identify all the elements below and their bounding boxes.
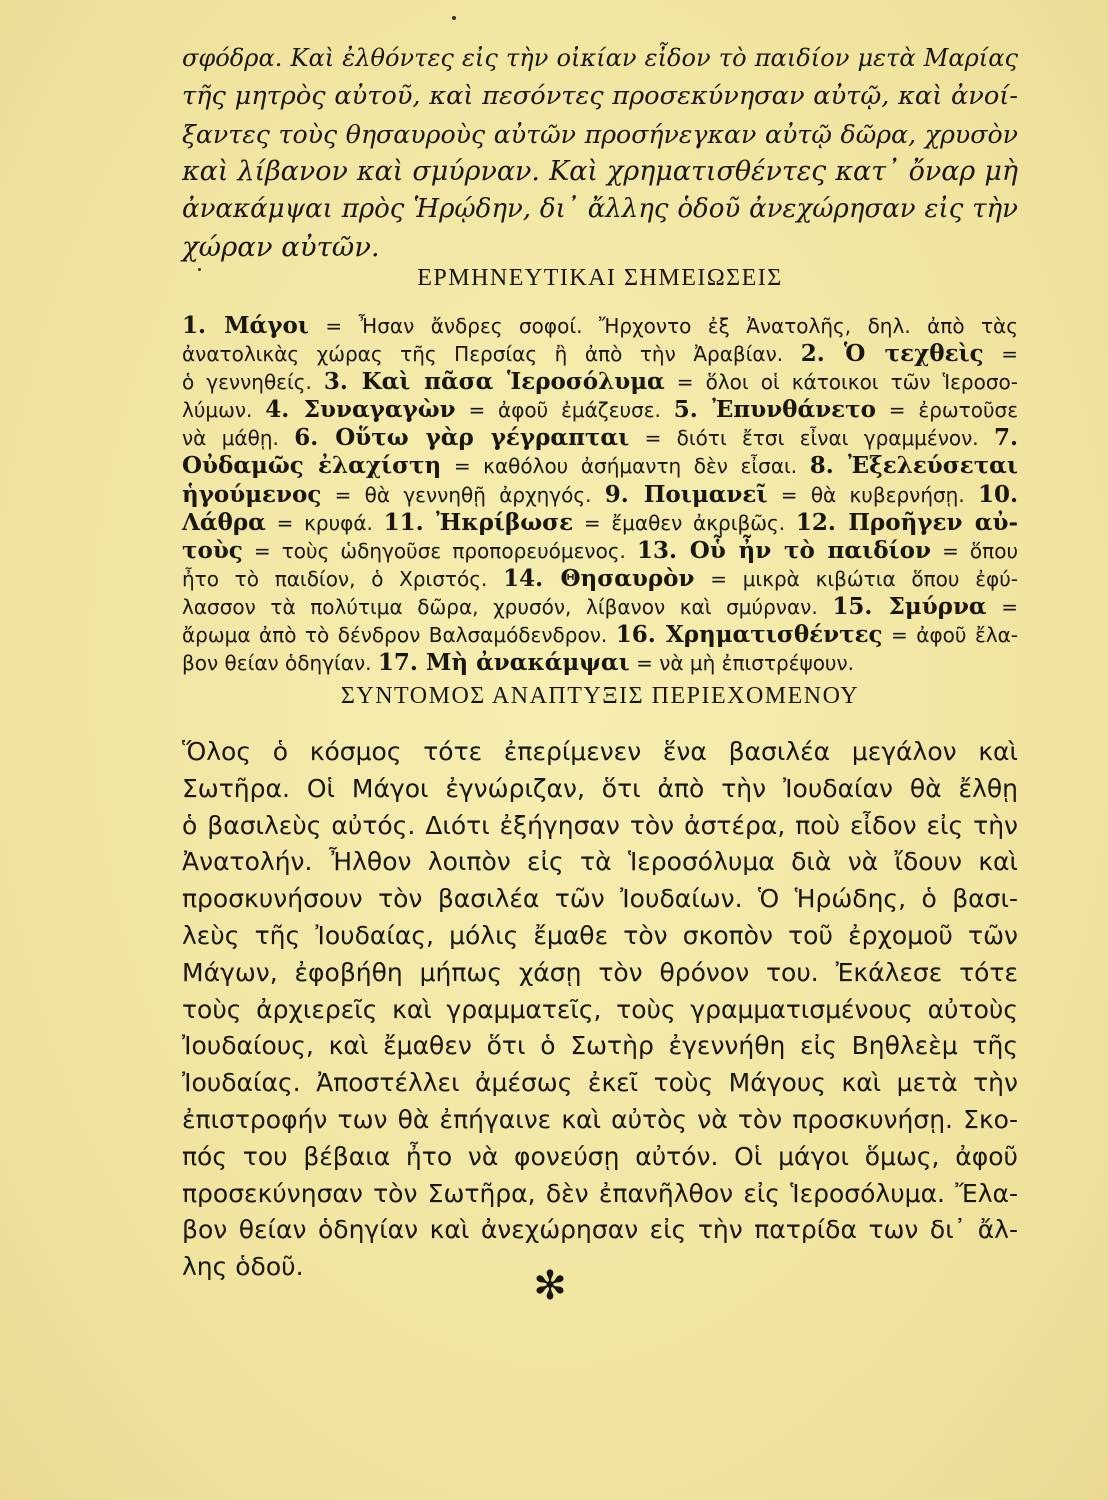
scripture-line: ἀνακάμψαι πρὸς Ἡρῴδην, δι᾿ ἄλλης ὁδοῦ ἀνεχώρησαν εἰς τὴν — [182, 194, 1018, 225]
note-term: 4. Συναγαγὼν — [265, 396, 456, 424]
summary-line: λης ὁδοῦ. — [182, 1252, 304, 1282]
note-line — [182, 424, 1018, 452]
note-gloss: = ἀφοῦ ἔλα- — [882, 623, 1019, 648]
note-line — [182, 312, 1018, 340]
note-term: Λάθρα — [182, 508, 266, 536]
notes-paragraph — [182, 312, 1018, 677]
note-line — [182, 649, 1018, 677]
note-term: 17. Μὴ ἀνακάμψαι — [377, 649, 630, 677]
note-gloss: λασσον τὰ πολύτιμα δῶρα, χρυσόν, λίβανον καὶ σμύρναν. — [182, 594, 833, 619]
note-gloss: = νὰ μὴ ἐπιστρέψουν. — [629, 651, 855, 676]
note-term: 7. — [993, 424, 1018, 452]
note-line — [182, 565, 1018, 593]
summary-line: προσεκύνησαν τὸν Σωτῆρα, δὲν ἐπανῆλθον εἰς Ἱεροσόλυμα. Ἔλα- — [182, 1178, 1018, 1208]
summary-heading: ΣΥΝΤΟΜΟΣ ΑΝΑΠΤΥΞΙΣ ΠΕΡΙΕΧΟΜΕΝΟΥ — [340, 683, 860, 709]
scripture-line: χώραν αὐτῶν. — [182, 230, 380, 263]
note-line — [182, 481, 1018, 509]
note-gloss: = Ἦσαν ἄνδρες σοφοί. Ἤρχοντο ἐξ Ἀνατολῆς, δηλ. ἀπὸ τὰς — [308, 314, 1018, 338]
note-line — [182, 621, 1018, 649]
note-term: ἡγούμενος — [182, 480, 322, 508]
ornament-asterisk-icon: ✻ — [533, 1263, 567, 1309]
scripture-line: ξαντες τοὺς θησαυροὺς αὐτῶν προσήνεγκαν αὐτῷ δῶρα, χρυσὸν — [182, 119, 1018, 149]
note-gloss: = ἐρωτοῦσε — [875, 398, 1019, 423]
note-line — [182, 368, 1018, 396]
note-term: 3. Καὶ πᾶσα Ἱεροσόλυμα — [323, 368, 665, 396]
note-gloss: = τοὺς ὡδηγοῦσε προπορευόμενος. — [242, 538, 638, 563]
note-gloss: = — [986, 594, 1019, 619]
note-term: 13. Οὗ ἦν τὸ παιδίον — [637, 536, 931, 564]
notes-heading: ΕΡΜΗΝΕΥΤΙΚΑΙ ΣΗΜΕΙΩΣΕΙΣ — [417, 265, 783, 291]
note-term: 9. Ποιμανεῖ — [604, 480, 768, 508]
summary-line: ὁ βασιλεὺς αὐτός. Διότι ἐξήγησαν τὸν ἀστέρα, ποὺ εἶδον εἰς τὴν — [182, 810, 1018, 840]
note-term: 12. Προῆγεν αὐ- — [795, 508, 1019, 536]
note-gloss: = ὅπου — [930, 538, 1019, 563]
note-term: 11. Ἠκρίβωσε — [383, 508, 574, 536]
note-term: τοὺς — [182, 536, 243, 564]
scripture-line: τῆς μητρὸς αὐτοῦ, καὶ πεσόντες προσεκύνησαν αὐτῷ, καὶ ἀνοί- — [182, 80, 1018, 111]
summary-line: ἐπιστροφήν των θὰ ἐπήγαινε καὶ αὐτὸς νὰ τὸν προσκυνήσῃ. Σκο- — [182, 1104, 1018, 1134]
note-line — [182, 340, 1018, 368]
note-gloss: = διότι ἔτσι εἶναι γραμμένον. — [629, 426, 994, 451]
note-line — [182, 509, 1018, 537]
summary-line: Μάγων, ἐφοβήθη μήπως χάσῃ τὸν θρόνον του. Ἐκάλεσε τότε — [182, 957, 1018, 987]
summary-paragraph — [182, 734, 1018, 1286]
note-term: 10. — [977, 480, 1018, 508]
note-term: 6. Οὕτω γὰρ γέγραπται — [294, 424, 630, 452]
note-line — [182, 593, 1018, 621]
summary-line: πός του βέβαια ἦτο νὰ φονεύσῃ αὐτόν. Οἱ μάγοι ὅμως, ἀφοῦ — [182, 1141, 1018, 1171]
note-gloss: = ἀφοῦ ἐμάζευσε. — [455, 398, 674, 423]
summary-line: Ἰουδαίους, καὶ ἔμαθεν ὅτι ὁ Σωτὴρ ἐγεννήθη εἰς Βηθλεὲμ τῆς — [182, 1031, 1018, 1061]
scripture-line: σφόδρα. Καὶ ἐλθόντες εἰς τὴν οἰκίαν εἶδον τὸ παιδίον μετὰ Μαρίας — [182, 44, 1018, 72]
note-gloss: = κρυφά. — [265, 510, 384, 535]
note-line — [182, 452, 1018, 480]
summary-line: Ὅλος ὁ κόσμος τότε ἐπερίμενεν ἕνα βασιλέα μεγάλον καὶ — [182, 737, 1018, 766]
note-gloss: ἦτο τὸ παιδίον, ὁ Χριστός. — [182, 566, 504, 591]
note-gloss: = ὅλοι οἱ κάτοικοι τῶν Ἱεροσο- — [664, 370, 1018, 395]
note-line — [182, 396, 1018, 424]
note-gloss: ἀνατολικὰς χώρας τῆς Περσίας ἢ ἀπὸ τὴν Ἀραβίαν. — [182, 342, 801, 367]
note-gloss: ἄρωμα ἀπὸ τὸ δένδρον Βαλσαμόδενδρον. — [182, 623, 616, 648]
note-gloss: = θὰ κυβερνήσῃ. — [767, 482, 978, 507]
note-term: 1. Μάγοι — [182, 312, 309, 339]
note-gloss: = — [983, 342, 1019, 367]
summary-line: λεὺς τῆς Ἰουδαίας, μόλις ἔμαθε τὸν σκοπὸν τοῦ ἐρχομοῦ τῶν — [182, 920, 1018, 950]
note-gloss: νὰ μάθῃ. — [182, 426, 295, 451]
summary-line: τοὺς ἀρχιερεῖς καὶ γραμματεῖς, τοὺς γραμματισμένους αὐτοὺς — [182, 994, 1018, 1024]
ink-speck — [452, 16, 456, 20]
note-line — [182, 537, 1018, 565]
note-gloss: = ἔμαθεν ἀκριβῶς. — [573, 510, 796, 535]
summary-line: Ἰουδαίας. Ἀποστέλλει ἀμέσως ἐκεῖ τοὺς Μάγους καὶ μετὰ τὴν — [182, 1068, 1018, 1098]
note-term: 15. Σμύρνα — [832, 592, 987, 620]
summary-line: Ἀνατολήν. Ἦλθον λοιπὸν εἰς τὰ Ἱεροσόλυμα διὰ νὰ ἴδουν καὶ — [182, 847, 1018, 877]
summary-line: βον θείαν ὁδηγίαν καὶ ἀνεχώρησαν εἰς τὴν πατρίδα των δι᾿ ἄλ- — [182, 1215, 1018, 1245]
note-gloss: βον θείαν ὁδηγίαν. — [182, 651, 378, 676]
scripture-line: καὶ λίβανον καὶ σμύρναν. Καὶ χρηματισθέντες κατ᾿ ὄναρ μὴ — [182, 156, 1018, 188]
note-gloss: λύμων. — [182, 398, 266, 423]
note-term: 14. Θησαυρὸν — [503, 564, 695, 592]
note-term: 5. Ἐπυνθάνετο — [673, 396, 876, 424]
note-term: 8. Ἐξελεύσεται — [809, 452, 1019, 480]
scripture-passage — [182, 40, 1018, 267]
note-term: Οὐδαμῶς ἐλαχίστη — [182, 452, 442, 480]
summary-line: Σωτῆρα. Οἱ Μάγοι ἐγνώριζαν, ὅτι ἀπὸ τὴν Ἰουδαίαν θὰ ἔλθῃ — [182, 773, 1018, 803]
note-gloss: = θὰ γεννηθῇ ἀρχηγός. — [321, 482, 605, 507]
summary-line: προσκυνήσουν τὸν βασιλέα τῶν Ἰουδαίων. Ὁ Ἡρώδης, ὁ βασι- — [182, 884, 1018, 914]
note-gloss: = καθόλου ἀσήμαντη δὲν εἶσαι. — [441, 454, 810, 479]
note-gloss: ὁ γεννηθείς. — [182, 370, 324, 395]
note-term: 2. Ὁ τεχθεὶς — [800, 340, 984, 368]
note-term: 16. Χρηματισθέντες — [615, 621, 883, 649]
note-gloss: = μικρὰ κιβώτια ὅπου ἐφύ- — [694, 566, 1018, 591]
